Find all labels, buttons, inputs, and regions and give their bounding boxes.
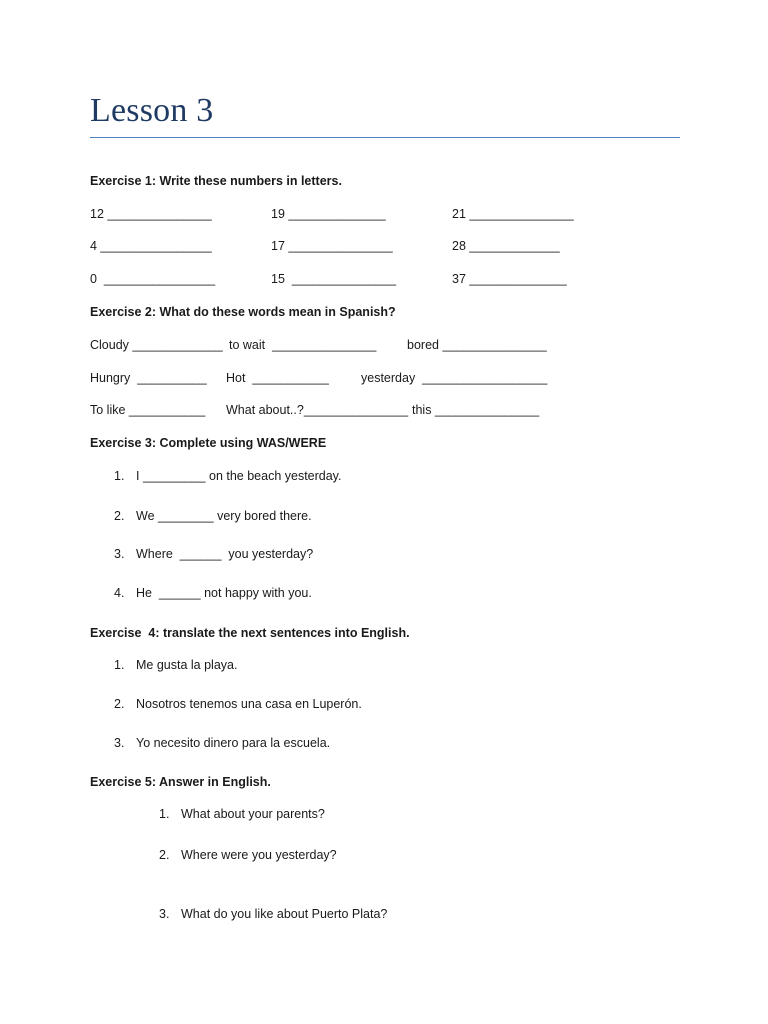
list-number: 1.	[114, 658, 125, 672]
exercise2-item: Hot ___________	[226, 371, 329, 385]
exercise2-heading: Exercise 2: What do these words mean in Spanish?	[90, 305, 396, 319]
exercise1-item: 37 ______________	[452, 272, 567, 286]
title-underline	[90, 137, 680, 138]
list-item: Where were you yesterday?	[181, 848, 337, 862]
list-item: Me gusta la playa.	[136, 658, 238, 672]
list-item: Nosotros tenemos una casa en Luperón.	[136, 697, 362, 711]
list-item: He ______ not happy with you.	[136, 586, 312, 600]
list-item: What do you like about Puerto Plata?	[181, 907, 388, 921]
list-item: We ________ very bored there.	[136, 509, 312, 523]
list-item: I _________ on the beach yesterday.	[136, 469, 342, 483]
list-item: Yo necesito dinero para la escuela.	[136, 736, 331, 750]
exercise1-item: 21 _______________	[452, 207, 574, 221]
exercise1-heading: Exercise 1: Write these numbers in letters.	[90, 174, 342, 188]
list-item: What about your parents?	[181, 807, 325, 821]
exercise4-heading: Exercise 4: translate the next sentences into English.	[90, 626, 410, 640]
exercise1-item: 15 _______________	[271, 272, 397, 286]
exercise1-item: 28 _____________	[452, 239, 560, 253]
exercise1-item: 12 _______________	[90, 207, 212, 221]
list-number: 3.	[159, 907, 170, 921]
page-title: Lesson 3	[90, 92, 214, 129]
exercise1-item: 4 ________________	[90, 239, 212, 253]
exercise5-heading: Exercise 5: Answer in English.	[90, 775, 271, 789]
list-number: 2.	[114, 697, 125, 711]
list-number: 3.	[114, 736, 125, 750]
list-number: 3.	[114, 547, 125, 561]
list-number: 2.	[159, 848, 170, 862]
list-number: 4.	[114, 586, 125, 600]
exercise2-item: Cloudy _____________	[90, 338, 223, 352]
exercise2-item: yesterday __________________	[361, 371, 548, 385]
exercise2-item: What about..?_______________	[226, 403, 409, 417]
exercise1-item: 17 _______________	[271, 239, 393, 253]
list-number: 1.	[159, 807, 170, 821]
exercise2-item: Hungry __________	[90, 371, 207, 385]
exercise3-heading: Exercise 3: Complete using WAS/WERE	[90, 436, 327, 450]
list-item: Where ______ you yesterday?	[136, 547, 314, 561]
list-number: 2.	[114, 509, 125, 523]
exercise2-item: To like ___________	[90, 403, 206, 417]
exercise2-item: bored _______________	[407, 338, 547, 352]
exercise2-item: this _______________	[412, 403, 540, 417]
exercise2-item: to wait _______________	[229, 338, 377, 352]
exercise1-item: 19 ______________	[271, 207, 386, 221]
exercise1-item: 0 ________________	[90, 272, 216, 286]
list-number: 1.	[114, 469, 125, 483]
